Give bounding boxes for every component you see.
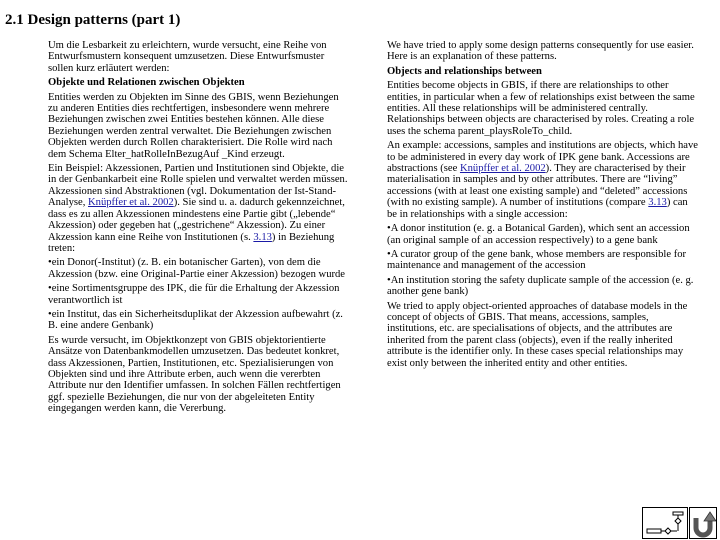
example-text: ). They are characterised by their materialisation in samples and by other attributes. There are “living” accessions (with at least one existing sample) and “deleted” accessions (with no existing sample). A number of institutions (compare: [387, 163, 688, 209]
bullet-item: •eine Sortimentsgruppe des IPK, die für die Erhaltung der Akzession verantwortlich ist: [48, 283, 340, 306]
section-3-13-link[interactable]: 3.13: [253, 231, 272, 243]
bullet-item: •ein Institut, das ein Sicherheitsduplikat der Akzession aufbewahrt (z. B. eine andere Genbank): [48, 308, 343, 332]
entities-paragraph: Entities become objects in GBIS, if there are relationships to other entities, in particular when a few of relationships exist between the same entities. All these relationships will be administered centrally. Relationships between objects are characterised by roles. Creating a role uses the schema parent_playsRoleTo_child.: [387, 80, 695, 137]
example-text: ) in Beziehung treten:: [48, 231, 335, 254]
intro-paragraph: We have tried to apply some design patterns consequently for use easier. Here is an explanation of these patterns.: [387, 40, 694, 63]
example-paragraph: [387, 140, 700, 220]
bullet-item: •ein Donor(-Institut) (z. B. ein botanischer Garten), von dem die Akzession (bzw. eine Original-Partie einer Akzession) bezogen wurde: [48, 257, 346, 280]
example-text: ). Sie sind u. a. dadurch gekennzeichnet, dass es zu allen Akzessionen mindestens eine Partie gibt („lebende“ Akzession) oder gegeben hat („gestrichene“ Akzession). Zu einer Akzession kann eine Reihe von Institutionen (s.: [48, 197, 345, 243]
back-button[interactable]: [689, 507, 717, 539]
english-column: [387, 40, 700, 372]
bullet-item: •A donor institution (e. g. a Botanical Garden), which sent an accession (an original sample of an accession respectively) to a gene bank: [387, 223, 690, 246]
german-column: [48, 40, 348, 418]
knupffer-link[interactable]: Knüpffer et al. 2002: [88, 197, 174, 209]
object-concept-paragraph: We tried to apply object-oriented approaches of database models in the concept of objects of GBIS. That means, accessions, samples, institutions, etc. are specialisations of objects, and the attributes are inherited from the parent class (objects), even if the really inherited attribute is the identifier only. In these cases special relationships may exist only between the inherited entity and other entities.: [387, 300, 688, 369]
section-heading: Objekte und Relationen zwischen Objekten: [48, 77, 245, 89]
diagram-nav-button[interactable]: [642, 507, 688, 539]
diagram-icon: [643, 508, 687, 538]
bullet-item: •An institution storing the safety duplicate sample of the accession (e. g. another gene bank): [387, 274, 694, 298]
example-text: An example: accessions, samples and institutions are objects, which have to be administered in every day work of IPK gene bank. Accessions are abstractions (see: [387, 140, 698, 175]
section-heading: Objects and relationships between: [387, 65, 542, 77]
example-text: ) can be in relationships with a single accession:: [387, 197, 688, 220]
section-3-13-link[interactable]: 3.13: [648, 197, 667, 209]
object-concept-paragraph: Es wurde versucht, im Objektkonzept von GBIS objektorientierte Ansätze von Datenbankmodellen umzusetzen. Das bedeutet konkret, dass Akzessionen, Partien, Institutionen, etc. Spezialisierungen von Objekten sind und ihre Attribute erben, auch wenn die vererbten Attribute nur den Identifier umfassen. In solchen Fällen rechtfertigen ggf. spezielle Beziehungen, die nur von der abgeleiteten Entity eingegangen werden kann, die Vererbung.: [48, 334, 341, 415]
bullet-item: •A curator group of the gene bank, whose members are responsible for maintenance and management of the accession: [387, 248, 687, 272]
entities-paragraph: Entities werden zu Objekten im Sinne des GBIS, wenn Beziehungen zu anderen Entities dies rechtfertigen, insbesondere wenn mehrere Beziehungen zwischen zwei Entities bestehen können. Alle diese Beziehungen werden zentral verwaltet. Die Beziehungen zwischen Objekten werden durch Rollen charakterisiert. Die Rolle wird nach dem Schema Elter_hatRolleInBezugAuf _Kind erzeugt.: [48, 91, 339, 160]
example-text: Ein Beispiel: Akzessionen, Partien und Institutionen sind Objekte, die in der Genbankarbeit eine Rolle spielen und verwaltet werden müssen. Akzessionen sind Abstraktionen (vgl. Dokumentation der Ist-Stand-Analyse,: [48, 163, 348, 209]
u-turn-back-icon: [690, 508, 716, 538]
example-paragraph: [48, 163, 348, 254]
page-title: 2.1 Design patterns (part 1): [5, 12, 181, 28]
knupffer-link[interactable]: Knüpffer et al. 2002: [459, 163, 546, 175]
intro-paragraph: Um die Lesbarkeit zu erleichtern, wurde versucht, eine Reihe von Entwurfsmustern konsequent umzusetzen. Diese Entwurfsmuster sollen kurz erläutert werden:: [48, 40, 327, 74]
